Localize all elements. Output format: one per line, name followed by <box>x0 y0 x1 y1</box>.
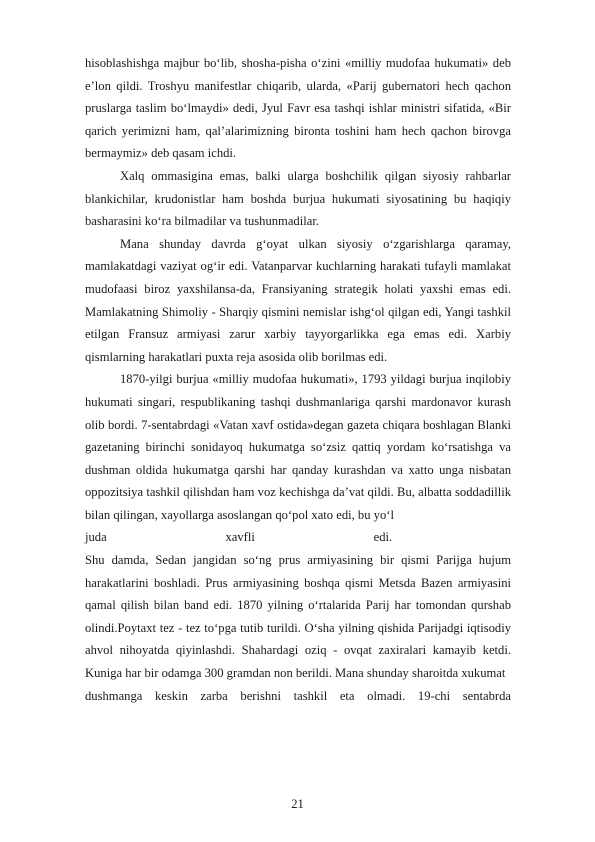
paragraph-4: 1870-yilgi burjua «milliy mudofaa hukumati», 1793 yildagi burjua inqilobiy hukumati singari, respublikaning tashqi dushmanlariga qarshi mardonavor kurash olib bordi. 7-sentabrdagi «Vatan xavf ostida»degan gazeta chiqara boshlagan Blanki gazetaning birinchi sonidayoq hukumatga so‘zsiz qattiq yordam ko‘rsatishga va dushman oldida hukumatga qarshi har qanday kurashdan va xatto unga nisbatan oppozitsiya tashkil qilishdan ham voz kechishga da’vat qildi. Bu, albatta soddadillik bilan qilingan, xayollarga asoslangan qo‘pol xato edi, bu yo‘l <box>85 372 511 522</box>
word: olmadi. <box>367 688 406 703</box>
paragraph-3: Mana shunday davrda g‘oyat ulkan siyosiy o‘zgarishlarga qaramay, mamlakatdagi vaziyat og‘ir edi. Vatanparvar kuchlarning harakati tufayli mamlakat mudofaasi biroz yaxshilansa-da, Fransiyaning strategik holati yaxshi emas edi. Mamlakatning Shimoliy - Sharqiy qismini nemislar ishg‘ol qilgan edi, Yangi tashkil etilgan Fransuz armiyasi zarur xarbiy tayyorgarlikka ega emas edi. Xarbiy qismlarning harakatlari puxta reja asosida olib borilmas edi. <box>85 236 511 364</box>
paragraph-5: Shu damda, Sedan jangidan so‘ng prus armiyasining bir qismi Parijga hujum harakatlarini boshladi. Prus armiyasining boshqa qismi Metsda Bazen armiyasini qamal qilish bilan band edi. 1870 yilning o‘rtalarida Parij har tomondan qurshab olindi.Poytaxt tez - tez to‘pga tutib turildi. O‘sha yilning qishida Parijadgi iqtisodiy ahvol nihoyatda qiyinlashdi. Shahardagi oziq - ovqat zaxiralari kamayib ketdi. Kuniga har bir odamga 300 gramdan non berildi. Mana shunday sharoitda xukumat <box>85 553 511 681</box>
word: juda <box>85 530 107 545</box>
word: keskin <box>155 688 188 703</box>
paragraph-1: hisoblashishga majbur bo‘lib, shosha-pisha o‘zini «milliy mudofaa hukumati» deb e’lon qildi. Troshyu manifestlar chiqarib, ularda, «Parij gubernatori hech qachon pruslarga taslim bo‘lmaydi» dedi, Jyul Favr esa tashqi ishlar ministri sifatida, «Bir qarich yerimizni ham, qal’alarimizning bironta toshini ham hech qachon birovga bermaymiz» deb qasam ichdi. <box>85 56 511 161</box>
word: eta <box>339 688 355 703</box>
word: tashkil <box>293 688 328 703</box>
paragraph-4-last-line <box>85 526 511 549</box>
word: sentabrda <box>462 688 511 703</box>
word: 19-chi <box>417 688 451 703</box>
paragraph-2: Xalq ommasigina emas, balki ularga boshchilik qilgan siyosiy rahbarlar blankichilar, krudonistlar ham boshda burjua hukumati siyosatining bu haqiqiy basharasini ko‘ra bilmadilar va tushunmadilar. <box>85 168 511 229</box>
word: xavfli <box>225 530 255 545</box>
document-body <box>85 52 511 707</box>
paragraph-5-last-line <box>85 685 511 708</box>
word: zarba <box>200 688 228 703</box>
word: berishni <box>240 688 281 703</box>
page-number: 21 <box>291 797 304 811</box>
word: dushmanga <box>85 688 143 703</box>
word: edi. <box>373 530 393 545</box>
